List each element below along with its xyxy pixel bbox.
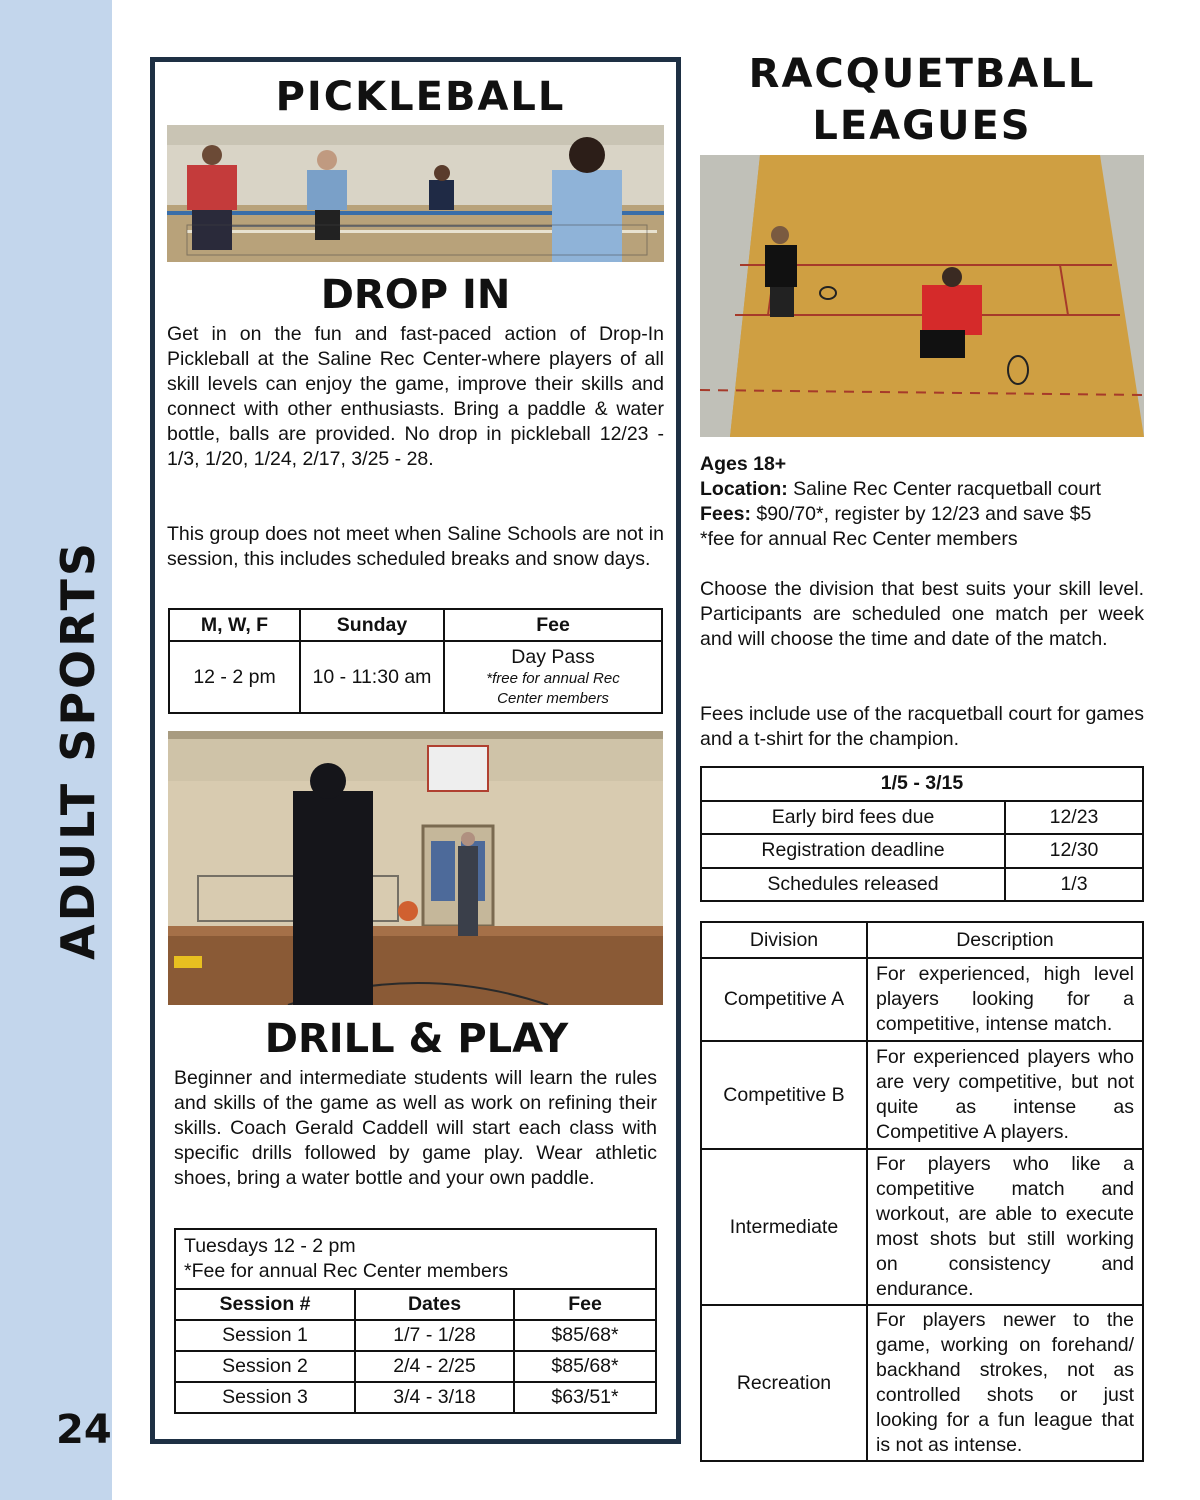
table-cell: 1/7 - 1/28 (355, 1320, 514, 1351)
racquetball-division-table (700, 921, 1144, 1462)
section-label: ADULT SPORTS (51, 539, 105, 961)
table-row (701, 801, 1143, 835)
table-header: Fee (444, 609, 662, 641)
table-cell: 12/30 (1005, 834, 1143, 868)
table-cell: For experienced players who are very competitive, but not quite as intense as Competitive A players. (867, 1041, 1143, 1149)
location-value: Saline Rec Center racquetball court (787, 478, 1101, 500)
table-cell: $85/68* (514, 1320, 656, 1351)
table-cell: 12/23 (1005, 801, 1143, 835)
fees-value: $90/70*, register by 12/23 and save $5 (750, 503, 1092, 525)
table-cell: Early bird fees due (701, 801, 1005, 835)
table-header: Sunday (300, 609, 444, 641)
location-label: Location: (700, 478, 788, 500)
table-cell: 12 - 2 pm (169, 641, 300, 713)
table-cell: Competitive B (701, 1041, 867, 1149)
table-row (175, 1382, 656, 1413)
sessions-note (175, 1229, 656, 1289)
table-row (175, 1320, 656, 1351)
table-cell: 3/4 - 3/18 (355, 1382, 514, 1413)
drop-in-heading: DROP IN (320, 272, 511, 318)
table-row (701, 958, 1143, 1041)
drill-play-heading: DRILL & PLAY (264, 1016, 569, 1062)
table-header: Session # (175, 1289, 355, 1320)
racquetball-fees-include: Fees include use of the racquetball court for games and a t-shirt for the champion. (700, 703, 1144, 750)
table-cell: Recreation (701, 1305, 867, 1461)
table-row (701, 868, 1143, 902)
table-cell: Registration deadline (701, 834, 1005, 868)
drop-in-note: This group does not meet when Saline Schools are not in session, this includes scheduled breaks and snow days. (167, 523, 664, 570)
table-row (701, 1305, 1143, 1461)
table-cell: 2/4 - 2/25 (355, 1351, 514, 1382)
drill-play-sessions-table (174, 1228, 657, 1414)
page-number: 24 (56, 1407, 112, 1453)
table-row (701, 834, 1143, 868)
table-row (175, 1351, 656, 1382)
pickleball-title: PICKLEBALL (275, 74, 566, 120)
sessions-fee-note: *Fee for annual Rec Center members (184, 1260, 509, 1282)
table-cell: Schedules released (701, 868, 1005, 902)
table-cell: For players newer to the game, working on forehand/ backhand strokes, not as controlled shots or just looking for a fun league that is not as intense. (867, 1305, 1143, 1461)
table-cell: Intermediate (701, 1149, 867, 1305)
racquetball-title (700, 48, 1144, 152)
table-header: Division (701, 922, 867, 958)
fee-cell (444, 641, 662, 713)
table-header: M, W, F (169, 609, 300, 641)
ages-text: Ages 18+ (700, 453, 787, 475)
racquetball-info (700, 452, 1144, 552)
table-cell: Session 3 (175, 1382, 355, 1413)
table-cell: $63/51* (514, 1382, 656, 1413)
table-header: Description (867, 922, 1143, 958)
table-cell: 10 - 11:30 am (300, 641, 444, 713)
fee-day-pass: Day Pass (511, 645, 595, 668)
table-header: Fee (514, 1289, 656, 1320)
table-cell: Session 1 (175, 1320, 355, 1351)
location-line (700, 477, 1144, 502)
pickleball-photo-players (167, 125, 664, 262)
racquetball-description: Choose the division that best suits your skill level. Participants are scheduled one match per week and will choose the time and date of the match. (700, 578, 1144, 650)
table-header: Dates (355, 1289, 514, 1320)
racquetball-dates-table (700, 766, 1144, 902)
table-cell: Competitive A (701, 958, 867, 1041)
drop-in-schedule-table (168, 608, 663, 714)
drill-play-description: Beginner and intermediate students will learn the rules and skills of the game as well as work on refining their skills. Coach Gerald Caddell will start each class with specific drills followed by game play. Wear athletic shoes, bring a water bottle and your own paddle. (174, 1067, 657, 1189)
racquetball-photo (700, 155, 1144, 437)
table-cell: Session 2 (175, 1351, 355, 1382)
table-row (701, 1149, 1143, 1305)
table-cell: 1/3 (1005, 868, 1143, 902)
table-cell: For experienced, high level players looking for a competitive, intense match. (867, 958, 1143, 1041)
racquetball-title-line1: RACQUETBALL (748, 51, 1096, 97)
sessions-time: Tuesdays 12 - 2 pm (184, 1235, 356, 1257)
fees-label: Fees: (700, 503, 751, 525)
drill-play-photo (168, 731, 663, 1005)
table-cell: For players who like a competitive match and workout, are able to execute most shots but still working on consistency and endurance. (867, 1149, 1143, 1305)
racquetball-title-line2: LEAGUES (812, 103, 1032, 149)
fees-line (700, 502, 1144, 527)
table-header: 1/5 - 3/15 (701, 767, 1143, 801)
fee-note: *free for annual Rec Center members (486, 669, 620, 707)
drop-in-description: Get in on the fun and fast-paced action of Drop-In Pickleball at the Saline Rec Center-where players of all skill levels can enjoy the game, improve their skills and connect with other enthusiasts. Bring a paddle & water bottle, balls are provided. No drop in pickleball 12/23 - 1/3, 1/20, 1/24, 2/17, 3/25 - 28. (167, 323, 664, 470)
fees-note: *fee for annual Rec Center members (700, 528, 1018, 550)
table-cell: $85/68* (514, 1351, 656, 1382)
table-row (701, 1041, 1143, 1149)
